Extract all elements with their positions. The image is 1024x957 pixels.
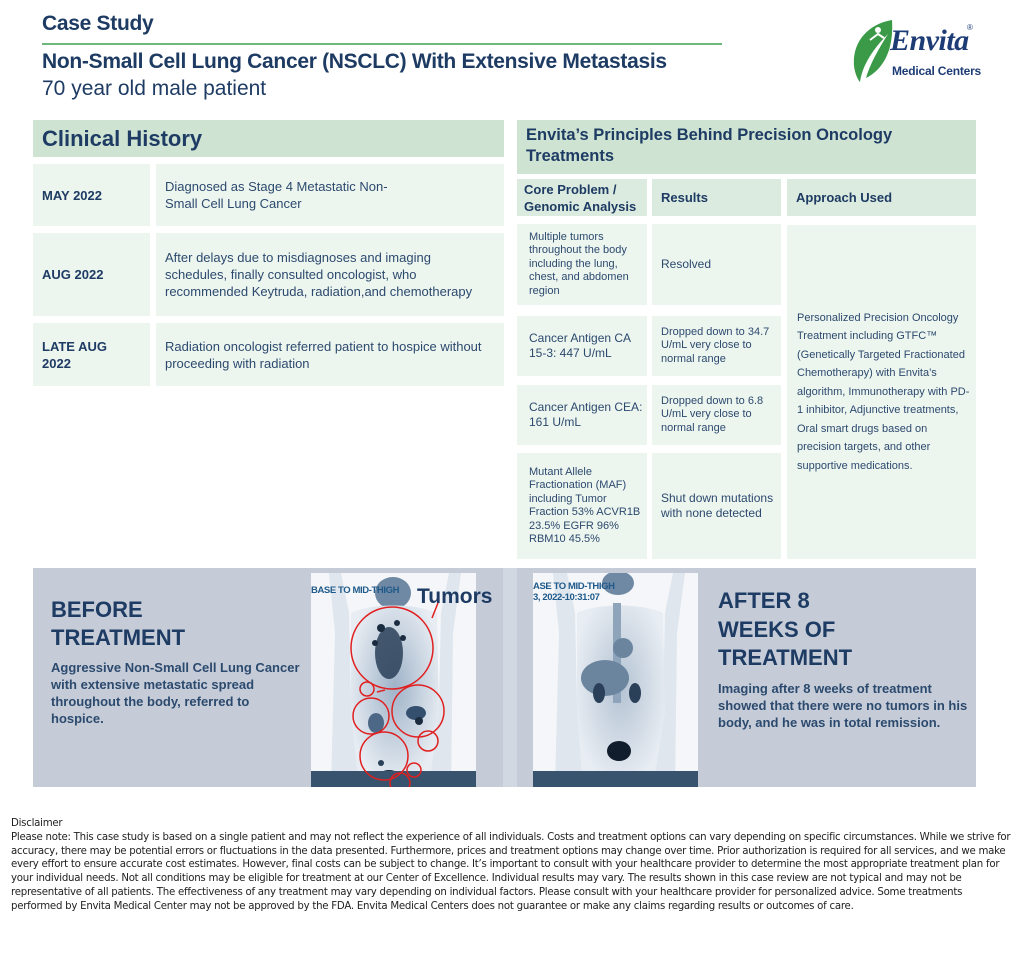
- body-scan-after: [533, 573, 698, 787]
- registered-mark: ®: [967, 23, 973, 32]
- result-cell: Dropped down to 34.7 U/mL very close to normal range: [652, 316, 781, 376]
- disclaimer: [11, 817, 1016, 914]
- before-description: Aggressive Non-Small Cell Lung Cancer with extensive metastatic spread throughout the body, referred to hospice.: [51, 660, 300, 726]
- before-title: [51, 596, 185, 652]
- history-description-text: Diagnosed as Stage 4 Metastatic Non-Small Cell Lung Cancer: [165, 179, 388, 211]
- approach-cell: Personalized Precision Oncology Treatment including GTFC™ (Genetically Targeted Fractionated Chemotherapy) with Envita’s algorithm, Immunotherapy with PD-1 inhibitor, Adjunctive treatments, Oral smart drugs based on precision targets, and other supportive medications.: [787, 225, 976, 559]
- after-description: Imaging after 8 weeks of treatment showed that there were no tumors in his body, and he was in total remission.: [718, 681, 968, 730]
- result-cell: Shut down mutations with none detected: [652, 453, 781, 559]
- column-header-results: Results: [652, 179, 781, 216]
- history-row: [33, 233, 504, 316]
- column-header-approach: Approach Used: [787, 179, 976, 216]
- history-description: After delays due to misdiagnoses and imaging schedules, finally consulted oncologist, who recommended Keytruda, radiation,and chemotherapy: [156, 233, 504, 316]
- tumors-annotation: Tumors: [417, 585, 493, 608]
- disclaimer-body: Please note: This case study is based on a single patient and may not reflect the experience of all individuals. Costs and treatment options can vary depending on specific circumstances. While we strive for accuracy, there may be potential errors or fluctuations in the data presented. Furthermore, prices and treatment options may change over time. Prior authorization is required for all services, and we make every effort to ensure accurate cost estimates. However, final costs can be subject to change. It’s important to consult with your healthcare provider to determine the most appropriate treatment plan for your individual needs. Not all conditions may be eligible for treatment at our Center of Excellence. Individual results may vary. The results shown in this case review are not typical and may not be representative of all patients. The effectiveness of any treatment may vary depending on individual factors. Please consult with your healthcare provider for personalized advice. Some treatments performed by Envita Medical Center may not be approved by the FDA. Envita Medical Centers does not guarantee or make any claims regarding results or outcomes of care.: [11, 831, 1011, 912]
- problem-cell: Mutant Allele Fractionation (MAF) including Tumor Fraction 53% ACVR1B 23.5% EGFR 96% RBM10 45.5%: [517, 453, 647, 559]
- scan-footer-bar: [533, 771, 698, 787]
- after-title: [718, 587, 852, 673]
- envita-logo: [840, 18, 1020, 88]
- disclaimer-title: Disclaimer: [11, 818, 63, 829]
- banner-divider: [503, 568, 517, 787]
- history-date-text: LATE AUG 2022: [42, 338, 107, 371]
- before-title-line: TREATMENT: [51, 625, 186, 650]
- patient-subtitle: 70 year old male patient: [42, 77, 267, 100]
- page-header: [42, 12, 842, 100]
- before-after-banner: [33, 568, 976, 787]
- history-date: MAY 2022: [33, 164, 150, 226]
- principles-title: Envita’s Principles Behind Precision Oncology Treatments: [526, 126, 893, 165]
- scan-label: ASE TO MID-THIGH: [533, 581, 615, 592]
- after-title-line: AFTER 8: [718, 588, 810, 613]
- history-row: [33, 323, 504, 386]
- history-date: [33, 323, 150, 386]
- problem-cell: Cancer Antigen CA 15-3: 447 U/mL: [517, 316, 647, 376]
- clinical-history-heading: [33, 120, 504, 157]
- clinical-history-title: Clinical History: [42, 125, 203, 151]
- history-date: AUG 2022: [33, 233, 150, 316]
- scan-timestamp: 3, 2022-10:31:07: [533, 592, 600, 603]
- problem-cell: Multiple tumors throughout the body including the lung, chest, and abdomen region: [517, 224, 647, 305]
- after-title-line: WEEKS OF: [718, 616, 836, 642]
- column-header-problem: Core Problem / Genomic Analysis: [517, 179, 647, 216]
- logo-subtext: Medical Centers: [892, 64, 982, 78]
- result-cell: Dropped down to 6.8 U/mL very close to normal range: [652, 385, 781, 445]
- result-cell: Resolved: [652, 224, 781, 305]
- after-pet-scan-image: [533, 573, 698, 787]
- scan-label: BASE TO MID-THIGH: [311, 585, 400, 596]
- history-description: [156, 164, 504, 226]
- case-study-kicker: Case Study: [42, 12, 154, 35]
- header-divider: [42, 43, 722, 45]
- logo-wordmark: Envita: [890, 24, 969, 57]
- problem-cell: Cancer Antigen CEA: 161 U/mL: [517, 385, 647, 445]
- page-title: Non-Small Cell Lung Cancer (NSCLC) With Extensive Metastasis: [42, 50, 667, 73]
- history-row: [33, 164, 504, 226]
- principles-heading: [517, 120, 976, 174]
- before-title-line: BEFORE: [51, 597, 143, 622]
- after-title-line: TREATMENT: [718, 645, 853, 670]
- history-description: Radiation oncologist referred patient to hospice without proceeding with radiation: [156, 323, 504, 386]
- leaf-icon: [848, 18, 896, 84]
